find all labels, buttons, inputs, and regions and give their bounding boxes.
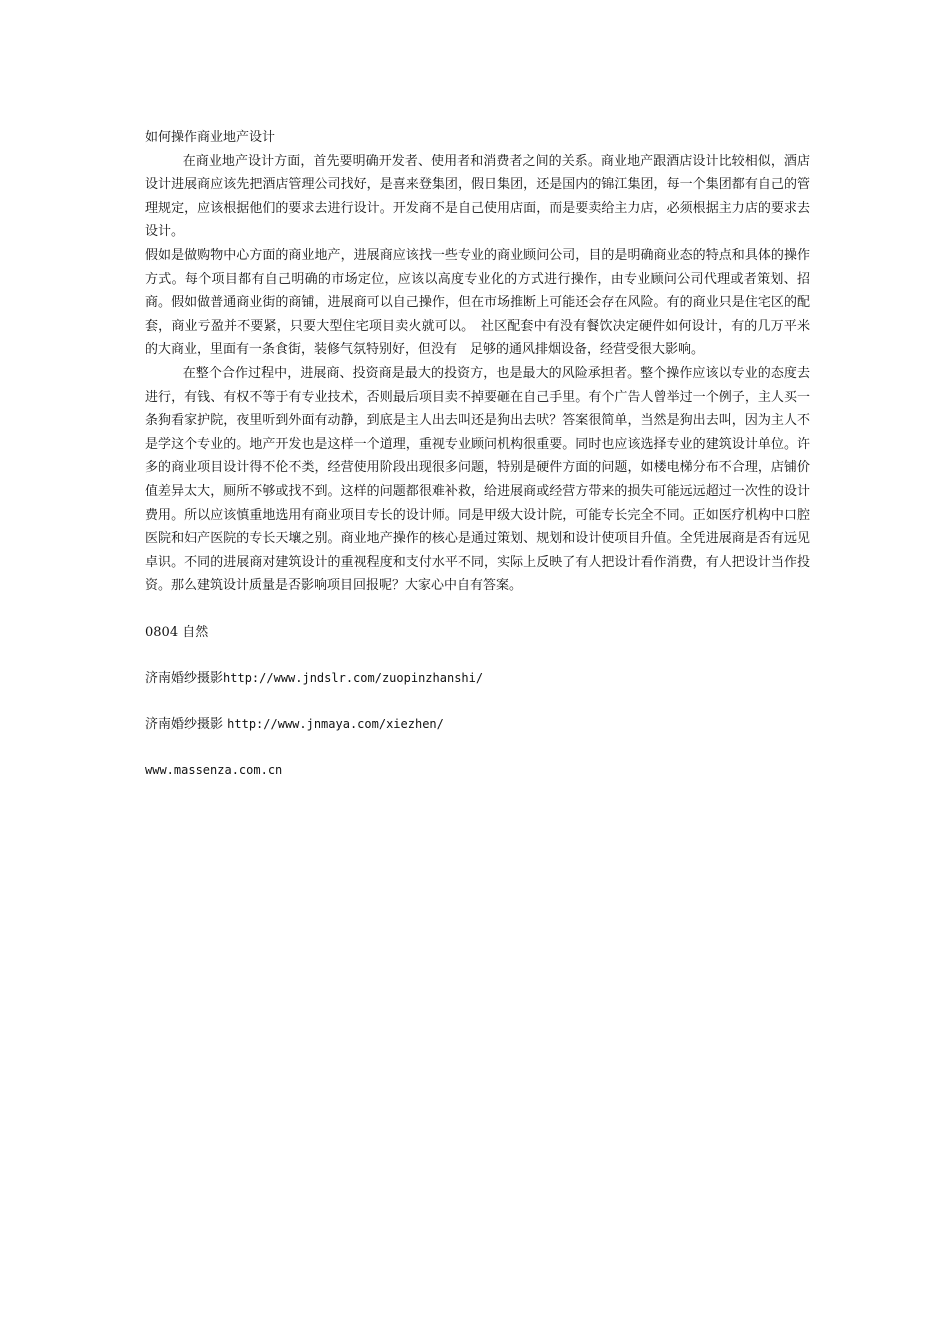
link-label-2: 济南婚纱摄影 [145, 717, 228, 733]
link-url-2[interactable]: http://www.jnmaya.com/xiezhen/ [227, 717, 444, 732]
link-url-1[interactable]: http://www.jndslr.com/zuopinzhanshi/ [223, 671, 484, 686]
link-line-2[interactable] [145, 713, 810, 737]
link-label-1: 济南婚纱摄影 [145, 671, 224, 687]
footer-url-line[interactable] [145, 759, 810, 783]
document-body [145, 126, 810, 782]
paragraph-1: 在商业地产设计方面，首先要明确开发者、使用者和消费者之间的关系。商业地产跟酒店设计比较相似，酒店设计进展商应该先把酒店管理公司找好，是喜来登集团，假日集团，还是国内的锦江集团，每一个集团都有自己的管理规定，应该根据他们的要求去进行设计。开发商不是自己使用店面，而是要卖给主力店，必须根据主力店的要求去设计。 [145, 153, 810, 240]
signature: 0804 自然 [145, 624, 209, 640]
link-line-1[interactable] [145, 667, 810, 691]
paragraph-2: 假如是做购物中心方面的商业地产，进展商应该找一些专业的商业顾问公司，目的是明确商业态的特点和具体的操作方式。每个项目都有自己明确的市场定位，应该以高度专业化的方式进行操作，由专业顾问公司代理或者策划、招商。假如做普通商业街的商铺，进展商可以自己操作，但在市场推断上可能还会存在风险。有的商业只是住宅区的配套，商业亏盈并不要紧，只要大型住宅项目卖火就可以。 社区配套中有没有餐饮决定硬件如何设计，有的几万平米的大商业，里面有一条食街，装修气氛特别好，但没有 足够的通风排烟设备，经营受很大影响。 [145, 247, 810, 358]
document-title: 如何操作商业地产设计 [145, 130, 276, 145]
paragraph-3: 在整个合作过程中，进展商、投资商是最大的投资方，也是最大的风险承担者。整个操作应该以专业的态度去进行，有钱、有权不等于有专业技术，否则最后项目卖不掉要砸在自己手里。有个广告人曾举过一个例子，主人买一条狗看家护院，夜里听到外面有动静，到底是主人出去叫还是狗出去吠？答案很简单，当然是狗出去叫，因为主人不是学这个专业的。地产开发也是这样一个道理，重视专业顾问机构很重要。同时也应该选择专业的建筑设计单位。许多的商业项目设计得不伦不类，经营使用阶段出现很多问题，特别是硬件方面的问题，如楼电梯分布不合理，店铺价值差异太大，厕所不够或找不到。这样的问题都很难补救，给进展商或经营方带来的损失可能远远超过一次性的设计费用。所以应该慎重地选用有商业项目专长的设计师。同是甲级大设计院，可能专长完全不同。正如医疗机构中口腔医院和妇产医院的专长天壤之别。商业地产操作的核心是通过策划、规划和设计使项目升值。全凭进展商是否有远见卓识。不同的进展商对建筑设计的重视程度和支付水平不同，实际上反映了有人把设计看作消费，有人把设计当作投资。那么建筑设计质量是否影响项目回报呢？大家心中自有答案。 [145, 365, 810, 594]
footer-url[interactable]: www.massenza.com.cn [145, 762, 283, 777]
